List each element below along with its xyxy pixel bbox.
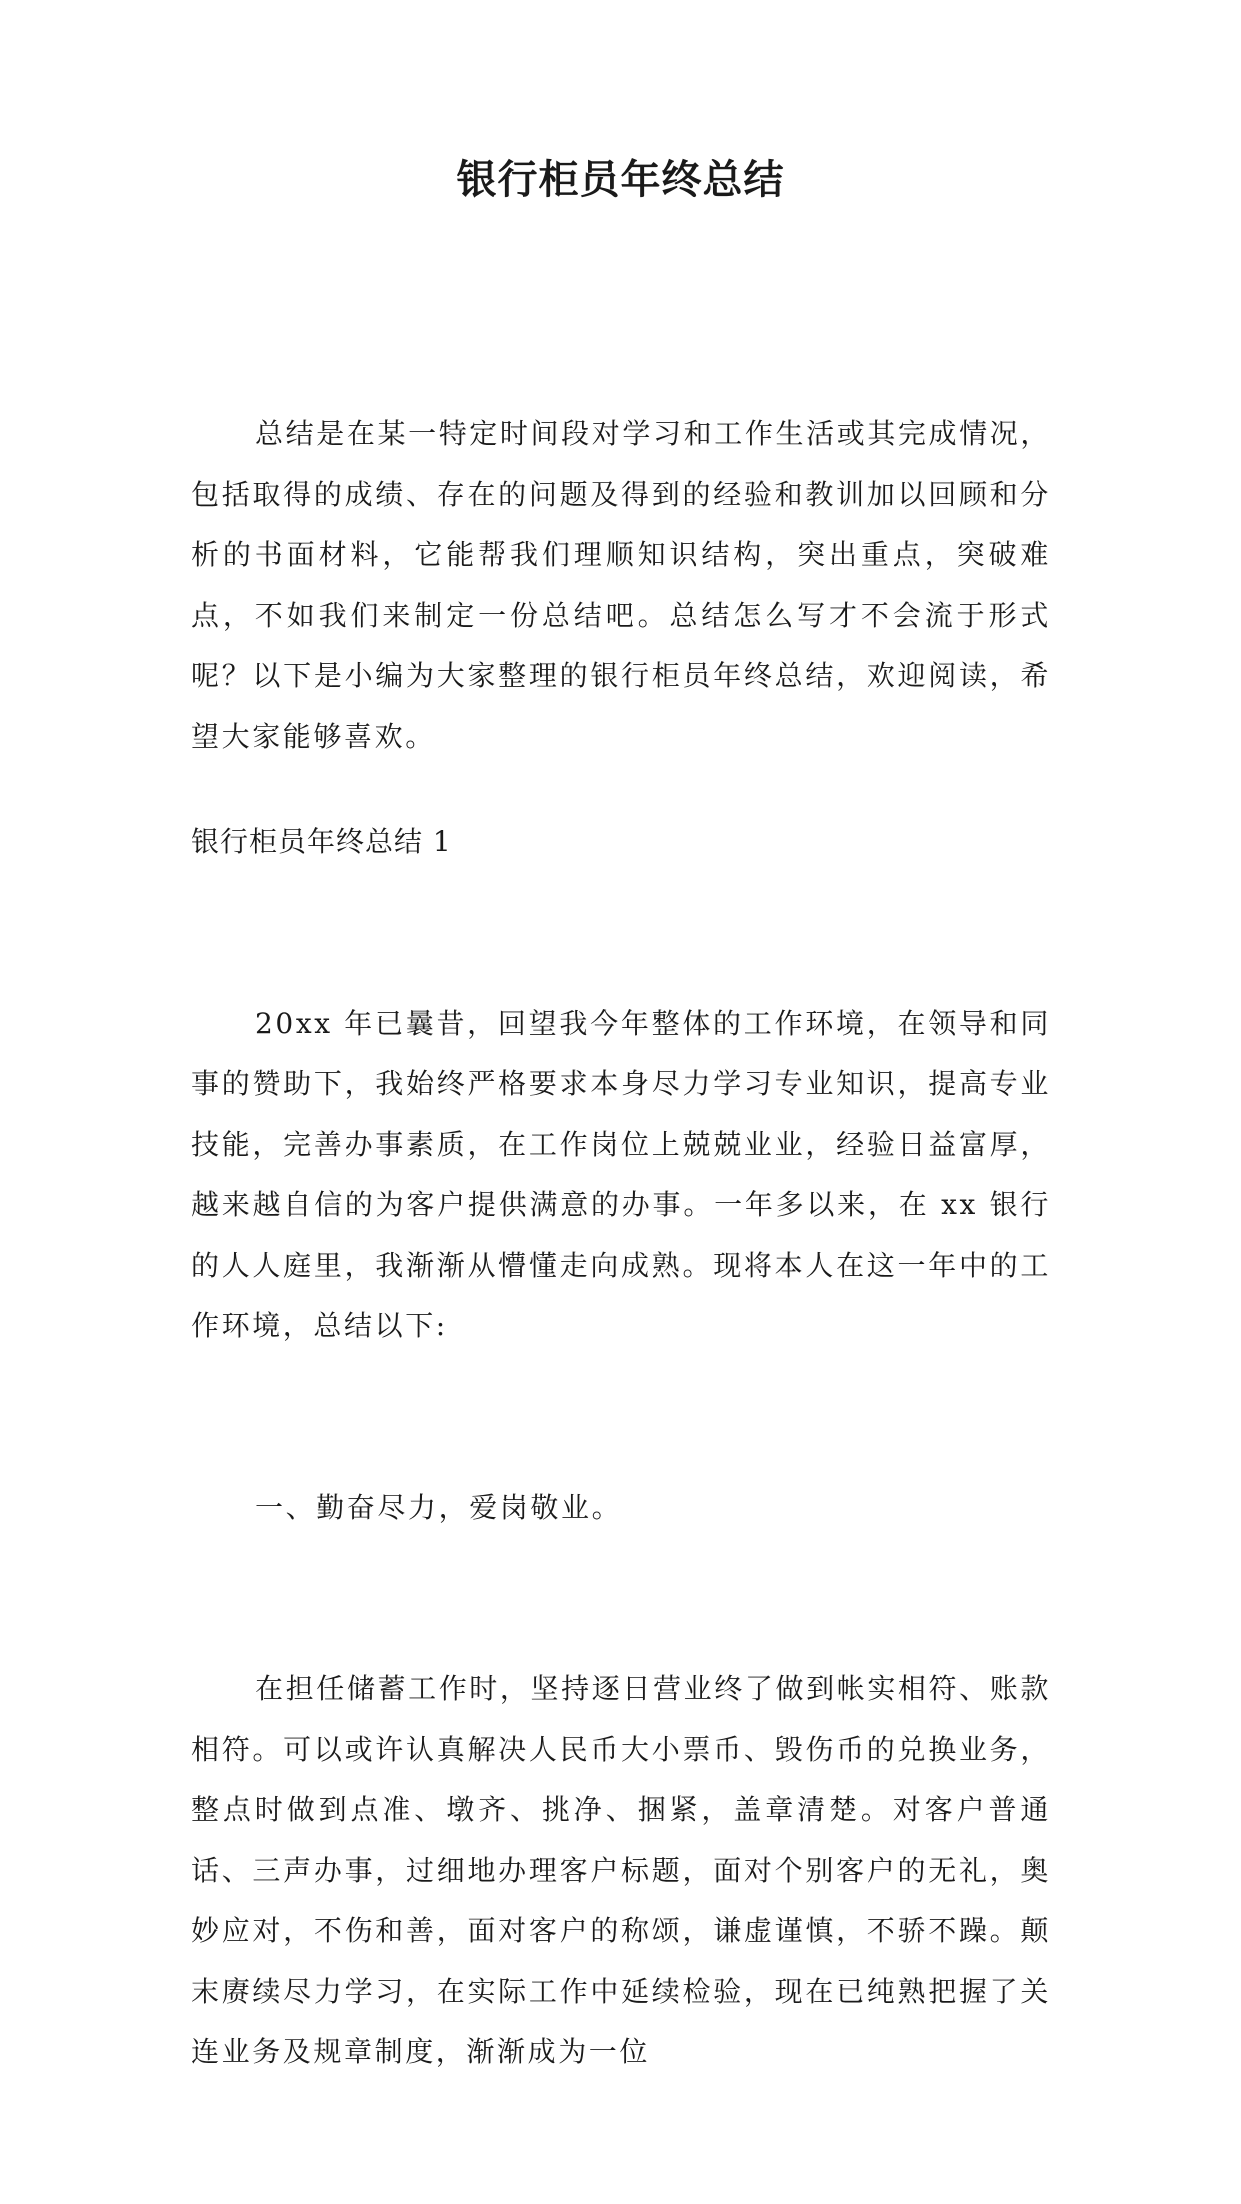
document-title: 银行柜员年终总结 <box>456 157 785 203</box>
section-paragraph: 在担任储蓄工作时，坚持逐日营业终了做到帐实相符、账款相符。可以或许认真解决人民币大小票币、毁伤币的兑换业务，整点时做到点准、墩齐、挑净、捆紧，盖章清楚。对客户普通话、三声办事，过细地办理客户标题，面对个别客户的无礼，奥妙应对，不伤和善，面对客户的称颂，谦虚谨慎，不骄不躁。颠末赓续尽力学习，在实际工作中延续检验，现在已纯熟把握了关连业务及规章制度，渐渐成为一位 <box>191 1672 1051 2068</box>
section-block <box>191 691 1051 2204</box>
section-paragraph: 20xx 年已曩昔，回望我今年整体的工作环境，在领导和同事的赞助下，我始终严格要求本身尽力学习专业知识，提高专业技能，完善办事素质，在工作岗位上兢兢业业，经验日益富厚，越来越自信的为客户提供满意的办事。一年多以来，在 xx 银行的人人庭里，我渐渐从懵懂走向成熟。现将本人在这一年中的工作环境，总结以下: <box>191 1006 1051 1342</box>
intro-paragraph: 总结是在某一特定时间段对学习和工作生活或其完成情况，包括取得的成绩、存在的问题及得到的经验和教训加以回顾和分析的书面材料，它能帮我们理顺知识结构，突出重点，突破难点，不如我们来制定一份总结吧。总结怎么写才不会流于形式呢？以下是小编为大家整理的银行柜员年终总结，欢迎阅读，希望大家能够喜欢。 <box>191 417 1051 753</box>
section-subheading: 一、勤奋尽力，爱岗敬业。 <box>255 1490 623 1524</box>
section-heading: 银行柜员年终总结 1 <box>191 825 452 858</box>
